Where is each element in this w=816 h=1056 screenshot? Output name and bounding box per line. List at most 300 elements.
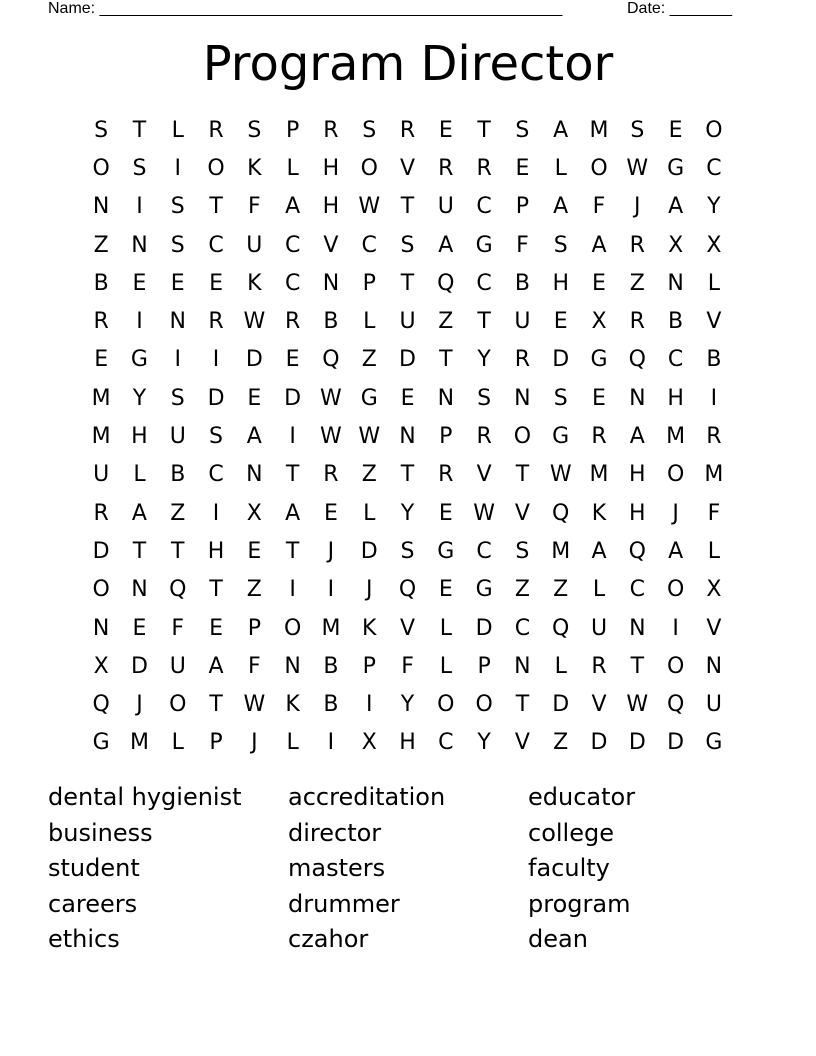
grid-letter: H [552,270,569,296]
grid-letter: K [285,692,300,718]
grid-letter: N [92,615,110,641]
grid-letter: G [130,347,148,373]
grid-letter: X [706,232,722,258]
grid-letter: E [553,309,568,335]
grid-letter: L [707,538,721,564]
word-list-item: careers [48,889,138,918]
grid-letter: A [591,232,607,258]
grid-letter: S [170,385,185,411]
word-list-item: masters [288,854,386,882]
grid-letter: L [439,615,452,641]
grid-letter: V [591,692,607,718]
grid-letter: C [514,615,531,641]
header-line [48,0,748,18]
grid-letter: R [514,347,531,373]
grid-letter: D [552,347,570,373]
grid-letter: U [590,615,608,641]
grid-letter: S [94,117,109,143]
grid-letter: B [514,270,530,296]
grid-letter: O [666,653,685,679]
grid-letter: Z [629,270,645,296]
grid-letter: M [91,385,111,411]
grid-letter: T [400,194,415,220]
grid-letter: M [589,117,609,143]
grid-letter: W [626,692,649,718]
grid-letter: L [554,155,567,181]
grid-letter: A [285,194,301,220]
grid-letter: Q [169,577,187,603]
grid-letter: W [320,424,342,450]
grid-letter: Y [132,385,147,411]
date-field-label: Date: _______ [627,0,732,17]
word-list-item: faculty [528,854,610,882]
grid-letter: N [169,309,186,335]
grid-letter: R [208,117,224,143]
grid-letter: D [360,538,378,564]
grid-letter: R [476,155,492,181]
grid-letter: W [549,462,572,488]
grid-letter: T [515,692,530,718]
grid-letter: I [327,577,335,603]
grid-letter: L [286,730,299,756]
grid-letter: S [170,194,185,220]
grid-letter: F [592,194,606,220]
grid-letter: O [475,692,493,718]
grid-letter: J [251,730,258,756]
word-list-item: business [48,818,153,847]
grid-letter: P [209,730,223,756]
grid-letter: W [358,424,381,450]
grid-letter: T [132,538,147,564]
grid-letter: E [170,270,185,296]
grid-letter: K [591,500,607,526]
grid-letter: D [130,653,148,679]
word-list-item: student [48,854,140,882]
grid-letter: Z [170,500,186,526]
grid-letter: Y [400,500,415,526]
grid-letter: Y [707,194,721,220]
word-list [48,780,768,958]
grid-letter: A [246,424,262,450]
grid-letter: T [630,653,645,679]
grid-letter: P [285,117,300,143]
grid-letter: J [365,577,373,603]
grid-letter: Z [553,730,569,756]
word-list-item: educator [528,783,636,811]
grid-letter: I [710,385,718,411]
grid-letter: S [209,424,224,450]
grid-letter: T [171,538,185,564]
grid-letter: J [327,538,335,564]
grid-letter: B [170,462,186,488]
grid-letter: U [399,309,416,335]
grid-letter: I [365,692,373,718]
grid-letter: O [360,155,378,181]
grid-letter: Z [438,309,454,335]
grid-letter: J [634,194,641,220]
grid-letter: O [705,117,723,143]
grid-letter: L [439,653,452,679]
grid-letter: L [133,462,146,488]
grid-letter: M [91,424,111,450]
grid-letter: F [248,194,261,220]
grid-letter: U [705,692,722,718]
grid-letter: G [475,577,493,603]
grid-letter: T [209,194,223,220]
grid-letter: K [247,270,262,296]
grid-letter: M [666,424,686,450]
grid-letter: E [592,385,606,411]
grid-letter: D [399,347,416,373]
grid-letter: N [514,385,531,411]
grid-letter: D [667,730,685,756]
grid-letter: V [476,462,492,488]
grid-letter: T [439,347,453,373]
grid-letter: N [322,270,340,296]
grid-letter: Q [666,692,685,718]
grid-letter: D [628,730,646,756]
grid-letter: H [207,538,225,564]
grid-letter: Z [246,577,262,603]
grid-letter: S [553,232,568,258]
grid-letter: E [400,385,415,411]
page-title: Program Director [202,36,614,92]
grid-letter: X [591,309,607,335]
grid-letter: X [706,577,722,603]
grid-letter: C [208,462,224,488]
grid-letter: H [322,155,340,181]
grid-letter: B [323,692,339,718]
grid-letter: U [246,232,263,258]
grid-letter: N [92,194,110,220]
grid-letter: H [629,500,646,526]
grid-letter: D [284,385,302,411]
grid-letter: Z [553,577,569,603]
grid-letter: N [399,424,416,450]
grid-letter: L [171,117,184,143]
grid-letter: E [209,270,223,296]
grid-letter: I [289,424,296,450]
grid-letter: Z [93,232,109,258]
grid-letter: I [136,309,143,335]
grid-letter: V [706,309,722,335]
grid-letter: R [591,424,607,450]
grid-letter: P [477,653,491,679]
grid-letter: C [476,538,492,564]
grid-letter: Y [477,730,491,756]
grid-letter: P [362,270,376,296]
grid-letter: V [399,615,416,641]
grid-letter: G [552,424,570,450]
grid-letter: X [361,730,377,756]
grid-letter: V [514,730,530,756]
grid-letter: S [362,117,377,143]
grid-letter: S [132,155,147,181]
grid-letter: N [246,462,263,488]
grid-letter: N [437,385,455,411]
grid-letter: U [169,653,186,679]
grid-letter: M [321,615,341,641]
grid-letter: P [515,194,530,220]
grid-letter: Q [628,538,646,564]
grid-letter: X [246,500,262,526]
grid-letter: R [629,232,645,258]
word-list-item: college [528,818,614,847]
grid-letter: V [706,615,722,641]
grid-letter: W [473,500,495,526]
grid-letter: H [667,385,684,411]
grid-letter: T [477,117,491,143]
grid-letter: N [705,653,723,679]
grid-letter: T [515,462,530,488]
grid-letter: E [247,538,262,564]
grid-letter: T [477,309,491,335]
grid-letter: A [131,500,147,526]
grid-letter: O [666,462,685,488]
grid-letter: N [667,270,684,296]
grid-letter: I [672,615,679,641]
grid-letter: K [362,615,377,641]
grid-letter: P [247,615,261,641]
grid-letter: Q [552,500,570,526]
grid-letter: H [322,194,340,220]
grid-letter: N [629,385,646,411]
grid-letter: R [93,500,109,526]
grid-letter: O [207,155,225,181]
grid-letter: E [132,615,147,641]
grid-letter: U [437,194,454,220]
grid-letter: E [438,577,453,603]
grid-letter: Q [322,347,340,373]
grid-letter: I [289,577,296,603]
grid-letter: L [707,270,721,296]
grid-letter: N [629,615,646,641]
word-list-item: director [288,818,382,847]
grid-letter: E [323,500,338,526]
grid-letter: M [704,462,724,488]
grid-letter: S [515,117,530,143]
grid-letter: Z [361,462,377,488]
grid-letter: V [514,500,530,526]
word-list-item: drummer [288,889,400,918]
grid-letter: E [592,270,606,296]
grid-letter: I [136,194,143,220]
word-list-item: dental hygienist [48,783,242,811]
grid-letter: A [208,653,224,679]
grid-letter: O [513,424,532,450]
grid-letter: B [668,309,684,335]
grid-letter: O [92,155,110,181]
grid-letter: G [590,347,608,373]
grid-letter: S [515,538,530,564]
grid-letter: W [626,155,649,181]
word-list-item: accreditation [288,783,446,811]
grid-letter: T [132,117,147,143]
grid-letter: S [553,385,568,411]
grid-letter: O [283,615,302,641]
grid-letter: V [323,232,339,258]
grid-letter: N [131,577,148,603]
grid-letter: L [363,500,376,526]
grid-letter: G [92,730,110,756]
grid-letter: L [592,577,606,603]
grid-letter: I [212,347,220,373]
grid-letter: F [401,653,414,679]
grid-letter: U [93,462,110,488]
grid-letter: R [476,424,492,450]
grid-letter: J [136,692,143,718]
grid-letter: A [285,500,301,526]
grid-letter: A [668,194,684,220]
grid-letter: F [171,615,185,641]
grid-letter: C [438,730,454,756]
grid-letter: Q [437,270,455,296]
grid-letter: X [668,232,684,258]
grid-letter: J [672,500,679,526]
grid-letter: Z [514,577,530,603]
word-list-item: program [528,889,631,918]
grid-letter: W [243,309,266,335]
grid-letter: R [438,155,454,181]
grid-letter: G [475,232,493,258]
grid-letter: U [514,309,531,335]
grid-letter: T [285,538,300,564]
grid-letter: S [630,117,645,143]
grid-letter: C [667,347,684,373]
grid-letter: K [247,155,262,181]
grid-letter: H [131,424,148,450]
grid-letter: Z [361,347,377,373]
grid-letter: T [285,462,300,488]
grid-letter: N [284,653,301,679]
grid-letter: S [170,232,185,258]
grid-letter: C [629,577,645,603]
grid-letter: A [553,194,569,220]
grid-letter: T [400,462,415,488]
grid-letter: G [360,385,378,411]
grid-letter: D [590,730,608,756]
grid-letter: I [327,730,335,756]
grid-letter: T [209,577,223,603]
grid-letter: I [174,155,181,181]
grid-letter: L [554,653,567,679]
grid-letter: B [706,347,722,373]
grid-letter: O [92,577,110,603]
name-field-label: Name: ____________________________________________________ [48,0,563,17]
grid-letter: L [286,155,299,181]
grid-letter: R [323,462,339,488]
grid-letter: S [477,385,492,411]
grid-letter: B [93,270,109,296]
grid-letter: C [208,232,224,258]
grid-letter: E [438,117,453,143]
grid-letter: A [553,117,569,143]
grid-letter: R [706,424,722,450]
grid-letter: T [400,270,415,296]
grid-letter: W [243,692,266,718]
grid-letter: E [515,155,530,181]
grid-letter: A [629,424,645,450]
grid-letter: S [247,117,262,143]
grid-letter: M [551,538,571,564]
grid-letter: C [284,232,301,258]
grid-letter: R [208,309,224,335]
grid-letter: Q [92,692,110,718]
grid-letter: Y [477,347,491,373]
grid-letter: E [209,615,223,641]
word-list-item: ethics [48,925,120,953]
grid-letter: C [706,155,722,181]
grid-letter: P [362,653,376,679]
grid-letter: Q [398,577,417,603]
grid-letter: F [707,500,721,526]
grid-letter: H [629,462,646,488]
grid-letter: E [285,347,300,373]
grid-letter: A [668,538,684,564]
word-list-item: dean [528,925,588,953]
grid-letter: H [399,730,416,756]
grid-letter: D [245,347,263,373]
grid-letter: R [591,653,607,679]
grid-letter: C [284,270,301,296]
grid-letter: Q [552,615,570,641]
grid-letter: G [705,730,723,756]
grid-letter: N [514,653,531,679]
grid-letter: O [437,692,455,718]
grid-letter: B [323,309,339,335]
grid-letter: O [590,155,608,181]
grid-letter: R [629,309,645,335]
grid-letter: D [207,385,225,411]
grid-letter: E [132,270,147,296]
grid-letter: C [361,232,377,258]
grid-letter: V [399,155,416,181]
grid-letter: R [93,309,109,335]
grid-letter: G [667,155,685,181]
grid-letter: A [438,232,454,258]
grid-letter: B [323,653,339,679]
grid-letter: Y [400,692,415,718]
grid-letter: D [92,538,110,564]
grid-letter: W [320,385,342,411]
grid-letter: T [209,692,223,718]
grid-letter: S [400,232,415,258]
grid-letter: Q [628,347,646,373]
grid-letter: R [399,117,416,143]
grid-letter: G [437,538,455,564]
grid-letter: I [212,500,220,526]
grid-letter: R [438,462,454,488]
grid-letter: I [174,347,181,373]
grid-letter: C [476,194,492,220]
grid-letter: D [475,615,493,641]
grid-letter: X [93,653,109,679]
grid-letter: R [284,309,301,335]
grid-letter: O [169,692,187,718]
grid-letter: F [516,232,529,258]
letter-grid [82,111,733,762]
grid-letter: E [438,500,453,526]
grid-letter: N [131,232,148,258]
grid-letter: L [171,730,184,756]
grid-letter: S [400,538,415,564]
grid-letter: E [247,385,262,411]
grid-letter: M [129,730,149,756]
grid-letter: E [668,117,683,143]
grid-letter: A [591,538,607,564]
word-list-item: czahor [288,925,369,953]
grid-letter: M [589,462,609,488]
